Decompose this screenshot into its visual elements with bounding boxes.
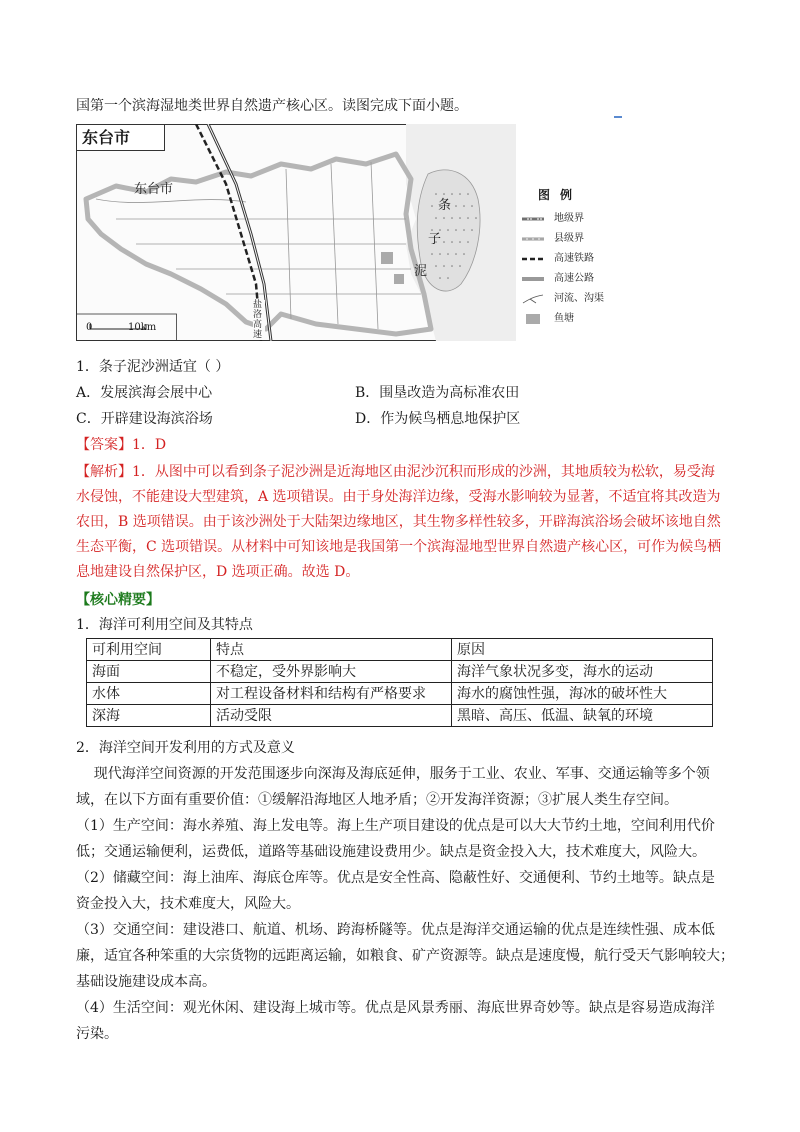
ocean-space-table <box>86 638 713 727</box>
table-header-cell: 可利用空间 <box>87 639 211 661</box>
legend-label: 河流、沟渠 <box>554 293 604 304</box>
legend-item <box>520 252 620 266</box>
city-boundary-icon <box>522 214 544 224</box>
table-cell: 水体 <box>87 683 211 705</box>
table-cell: 不稳定，受外界影响大 <box>211 661 452 683</box>
fishpond-marker <box>381 252 393 264</box>
option-c: C．开辟建设海滨浴场 <box>76 411 213 427</box>
legend-label: 县级界 <box>554 233 584 244</box>
table-cell: 海洋气象状况多变，海水的运动 <box>452 661 713 683</box>
table-row <box>87 661 713 683</box>
map-legend <box>520 182 620 332</box>
county-boundary-icon <box>522 234 544 244</box>
body-line: （1）生产空间：海水养殖、海上发电等。海上生产项目建设的优点是可以大大节约土地，空间利用代价 <box>76 818 715 834</box>
railway-icon <box>522 254 544 264</box>
body-line: 资金投入大，技术难度大，风险大。 <box>76 896 300 912</box>
table-row <box>87 705 713 727</box>
legend-item <box>520 312 620 326</box>
body-line: 现代海洋空间资源的开发范围逐步向深海及海底延伸，服务于工业、农业、军事、交通运输等多个领 <box>76 766 710 782</box>
scale-zero: 0 <box>86 322 93 333</box>
table-row <box>87 683 713 705</box>
body-line: 域，在以下方面有重要价值：①缓解沿海地区人地矛盾；②开发海洋资源；③扩展人类生存空间。 <box>76 792 678 808</box>
city-label: 东台市 <box>134 182 174 197</box>
fishpond-marker <box>394 274 404 284</box>
legend-label: 高速铁路 <box>554 253 594 264</box>
legend-item <box>520 232 620 246</box>
table-cell: 对工程设备材料和结构有严格要求 <box>211 683 452 705</box>
river-icon <box>522 294 544 304</box>
table-cell: 海水的腐蚀性强，海冰的破坏性大 <box>452 683 713 705</box>
legend-item <box>520 212 620 226</box>
analysis-line: 【解析】1．从图中可以看到条子泥沙洲是近海地区由泥沙沉积而形成的沙洲，其地质较为松软，易受海 <box>76 464 715 480</box>
legend-item <box>520 292 620 306</box>
legend-label: 地级界 <box>554 213 584 224</box>
blue-mark <box>614 116 622 118</box>
body-line: 基础设施建设成本高。 <box>76 974 216 990</box>
legend-label: 鱼塘 <box>554 313 574 324</box>
map-title: 东台市 <box>82 128 131 147</box>
fishpond-icon <box>522 314 544 324</box>
analysis-line: 农田，B 选项错误。由于该沙洲处于大陆架边缘地区，其生物多样性较多，开辟海滨浴场会破坏该地自然 <box>76 514 721 530</box>
answer-line: 【答案】1．D <box>76 437 167 453</box>
body-line: （4）生活空间：观光休闲、建设海上城市等。优点是风景秀丽、海底世界奇妙等。缺点是容易造成海洋 <box>76 1000 715 1016</box>
option-d: D．作为候鸟栖息地保护区 <box>355 411 521 427</box>
legend-title: 图例 <box>538 188 583 202</box>
table-cell: 活动受限 <box>211 705 452 727</box>
section1-title: 1．海洋可利用空间及其特点 <box>76 617 253 633</box>
analysis-line: 息地建设自然保护区，D 选项正确。故选 D。 <box>76 564 360 580</box>
table-cell: 深海 <box>87 705 211 727</box>
dongtai-map <box>76 124 516 341</box>
question-stem: 1．条子泥沙洲适宜（ ） <box>76 359 230 375</box>
option-a: A．发展滨海会展中心 <box>76 385 213 401</box>
intro-text: 国第一个滨海湿地类世界自然遗产核心区。读图完成下面小题。 <box>76 98 468 114</box>
legend-item <box>520 272 620 286</box>
table-cell: 海面 <box>87 661 211 683</box>
option-b: B．围垦改造为高标准农田 <box>355 385 520 401</box>
sand-bar-label-2: 子 <box>428 232 442 247</box>
legend-label: 高速公路 <box>554 273 594 284</box>
sand-bar-label-1: 条 <box>438 198 452 213</box>
highway-label: 盐 洛 高 速 <box>253 300 265 340</box>
body-line: （3）交通空间：建设港口、航道、机场、跨海桥隧等。优点是海洋交通运输的优点是连续性强、成本低 <box>76 922 715 938</box>
table-header-cell: 原因 <box>452 639 713 661</box>
body-line: 污染。 <box>76 1026 118 1042</box>
section2-title: 2．海洋空间开发利用的方式及意义 <box>76 740 295 756</box>
table-header-row <box>87 639 713 661</box>
core-heading: 【核心精要】 <box>76 592 160 608</box>
sand-bar-label-3: 泥 <box>414 264 428 279</box>
table-cell: 黑暗、高压、低温、缺氧的环境 <box>452 705 713 727</box>
body-line: （2）储藏空间：海上油库、海底仓库等。优点是安全性高、隐蔽性好、交通便利、节约土地等。缺点是 <box>76 870 715 886</box>
table-header-cell: 特点 <box>211 639 452 661</box>
highway-icon <box>522 274 544 284</box>
body-line: 廉，适宜各种笨重的大宗货物的远距离运输，如粮食、矿产资源等。缺点是速度慢，航行受天气影响较大； <box>76 948 734 964</box>
analysis-line: 生态平衡，C 选项错误。从材料中可知该地是我国第一个滨海湿地型世界自然遗产核心区，可作为候鸟栖 <box>76 539 722 555</box>
analysis-line: 水侵蚀，不能建设大型建筑，A 选项错误。由于身处海洋边缘，受海水影响较为显著，不适宜将其改造为 <box>76 489 721 505</box>
scale-km: 10km <box>128 322 157 333</box>
body-line: 低；交通运输便利，运费低，道路等基础设施建设费用少。缺点是资金投入大，技术难度大，风险大。 <box>76 844 706 860</box>
